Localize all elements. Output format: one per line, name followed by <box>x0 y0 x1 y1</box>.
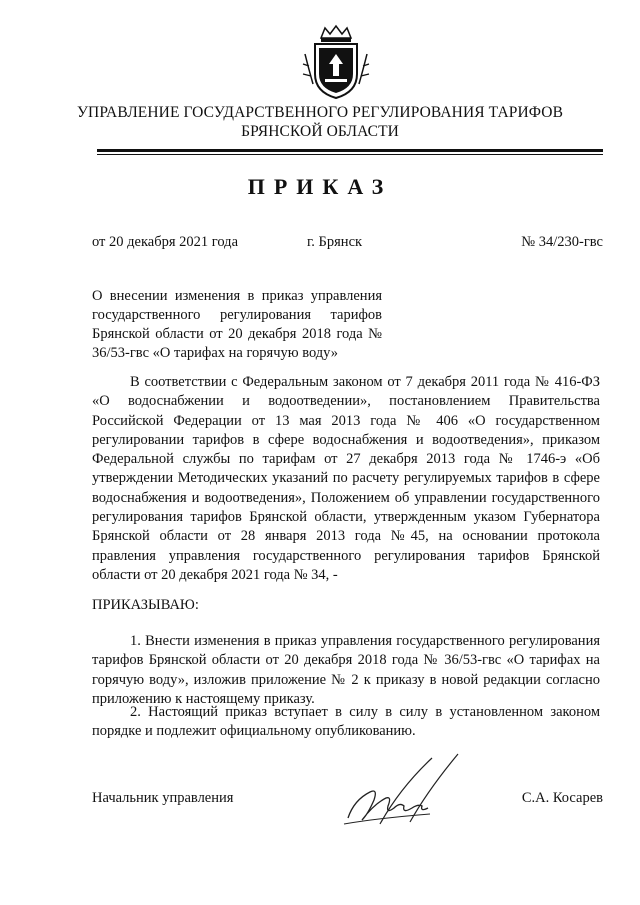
order-word: ПРИКАЗЫВАЮ: <box>92 597 199 613</box>
order-item-2: 2. Настоящий приказ вступает в силу в силу в установленном законом порядке и подлежит официальному опубликованию. <box>92 704 600 740</box>
signatory-name: С.А. Косарев <box>521 790 603 806</box>
organization-name <box>40 103 600 141</box>
document-date: от 20 декабря 2021 года <box>92 234 238 250</box>
org-line-2: БРЯНСКОЙ ОБЛАСТИ <box>241 123 399 140</box>
header-rule-thin <box>97 154 603 155</box>
preamble-paragraph: В соответствии с Федеральным законом от 7 декабря 2011 года № 416-ФЗ «О водоснабжении и водоотведении», постановлением Правительства Российской Федерации от 13 мая 2013 года № 406 «О государственном регулировании тарифов в сфере водоснабжения и водоотведения», приказом Федеральной службы по тарифам от 27 декабря 2013 года № 1746-э «Об утверждении Методических указаний по расчету регулируемых тарифов в сфере водоснабжения и водоотведения», Положением об управлении государственного регулирования тарифов Брянской области, утвержденным указом Губернатора Брянской области от 28 января 2013 года №45, на основании протокола правления управления государственного регулирования тарифов Брянской области от 20 декабря 2021 года № 34, - <box>92 374 600 583</box>
signatory-position: Начальник управления <box>92 790 234 806</box>
header-rule-thick <box>97 149 603 152</box>
document-number: № 34/230-гвс <box>521 234 603 250</box>
org-line-1: УПРАВЛЕНИЕ ГОСУДАРСТВЕННОГО РЕГУЛИРОВАНИЯ ТАРИФОВ <box>76 104 564 121</box>
document-title: ПРИКАЗ <box>247 174 393 199</box>
coat-of-arms-icon <box>299 24 373 102</box>
document-city: г. Брянск <box>307 234 363 250</box>
document-subject: О внесении изменения в приказ управления государственного регулирования тарифов Брянской области от 20 декабря 2018 года № 36/53-гвс «О тарифах на горячую воду» <box>92 288 382 361</box>
order-item-1: 1. Внести изменения в приказ управления государственного регулирования тарифов Брянской области от 20 декабря 2018 года № 36/53-гвс «О тарифах на горячую воду», изложив приложение № 2 к приказу в новой редакции согласно приложению к настоящему приказу. <box>92 633 600 707</box>
handwritten-signature <box>340 748 470 833</box>
